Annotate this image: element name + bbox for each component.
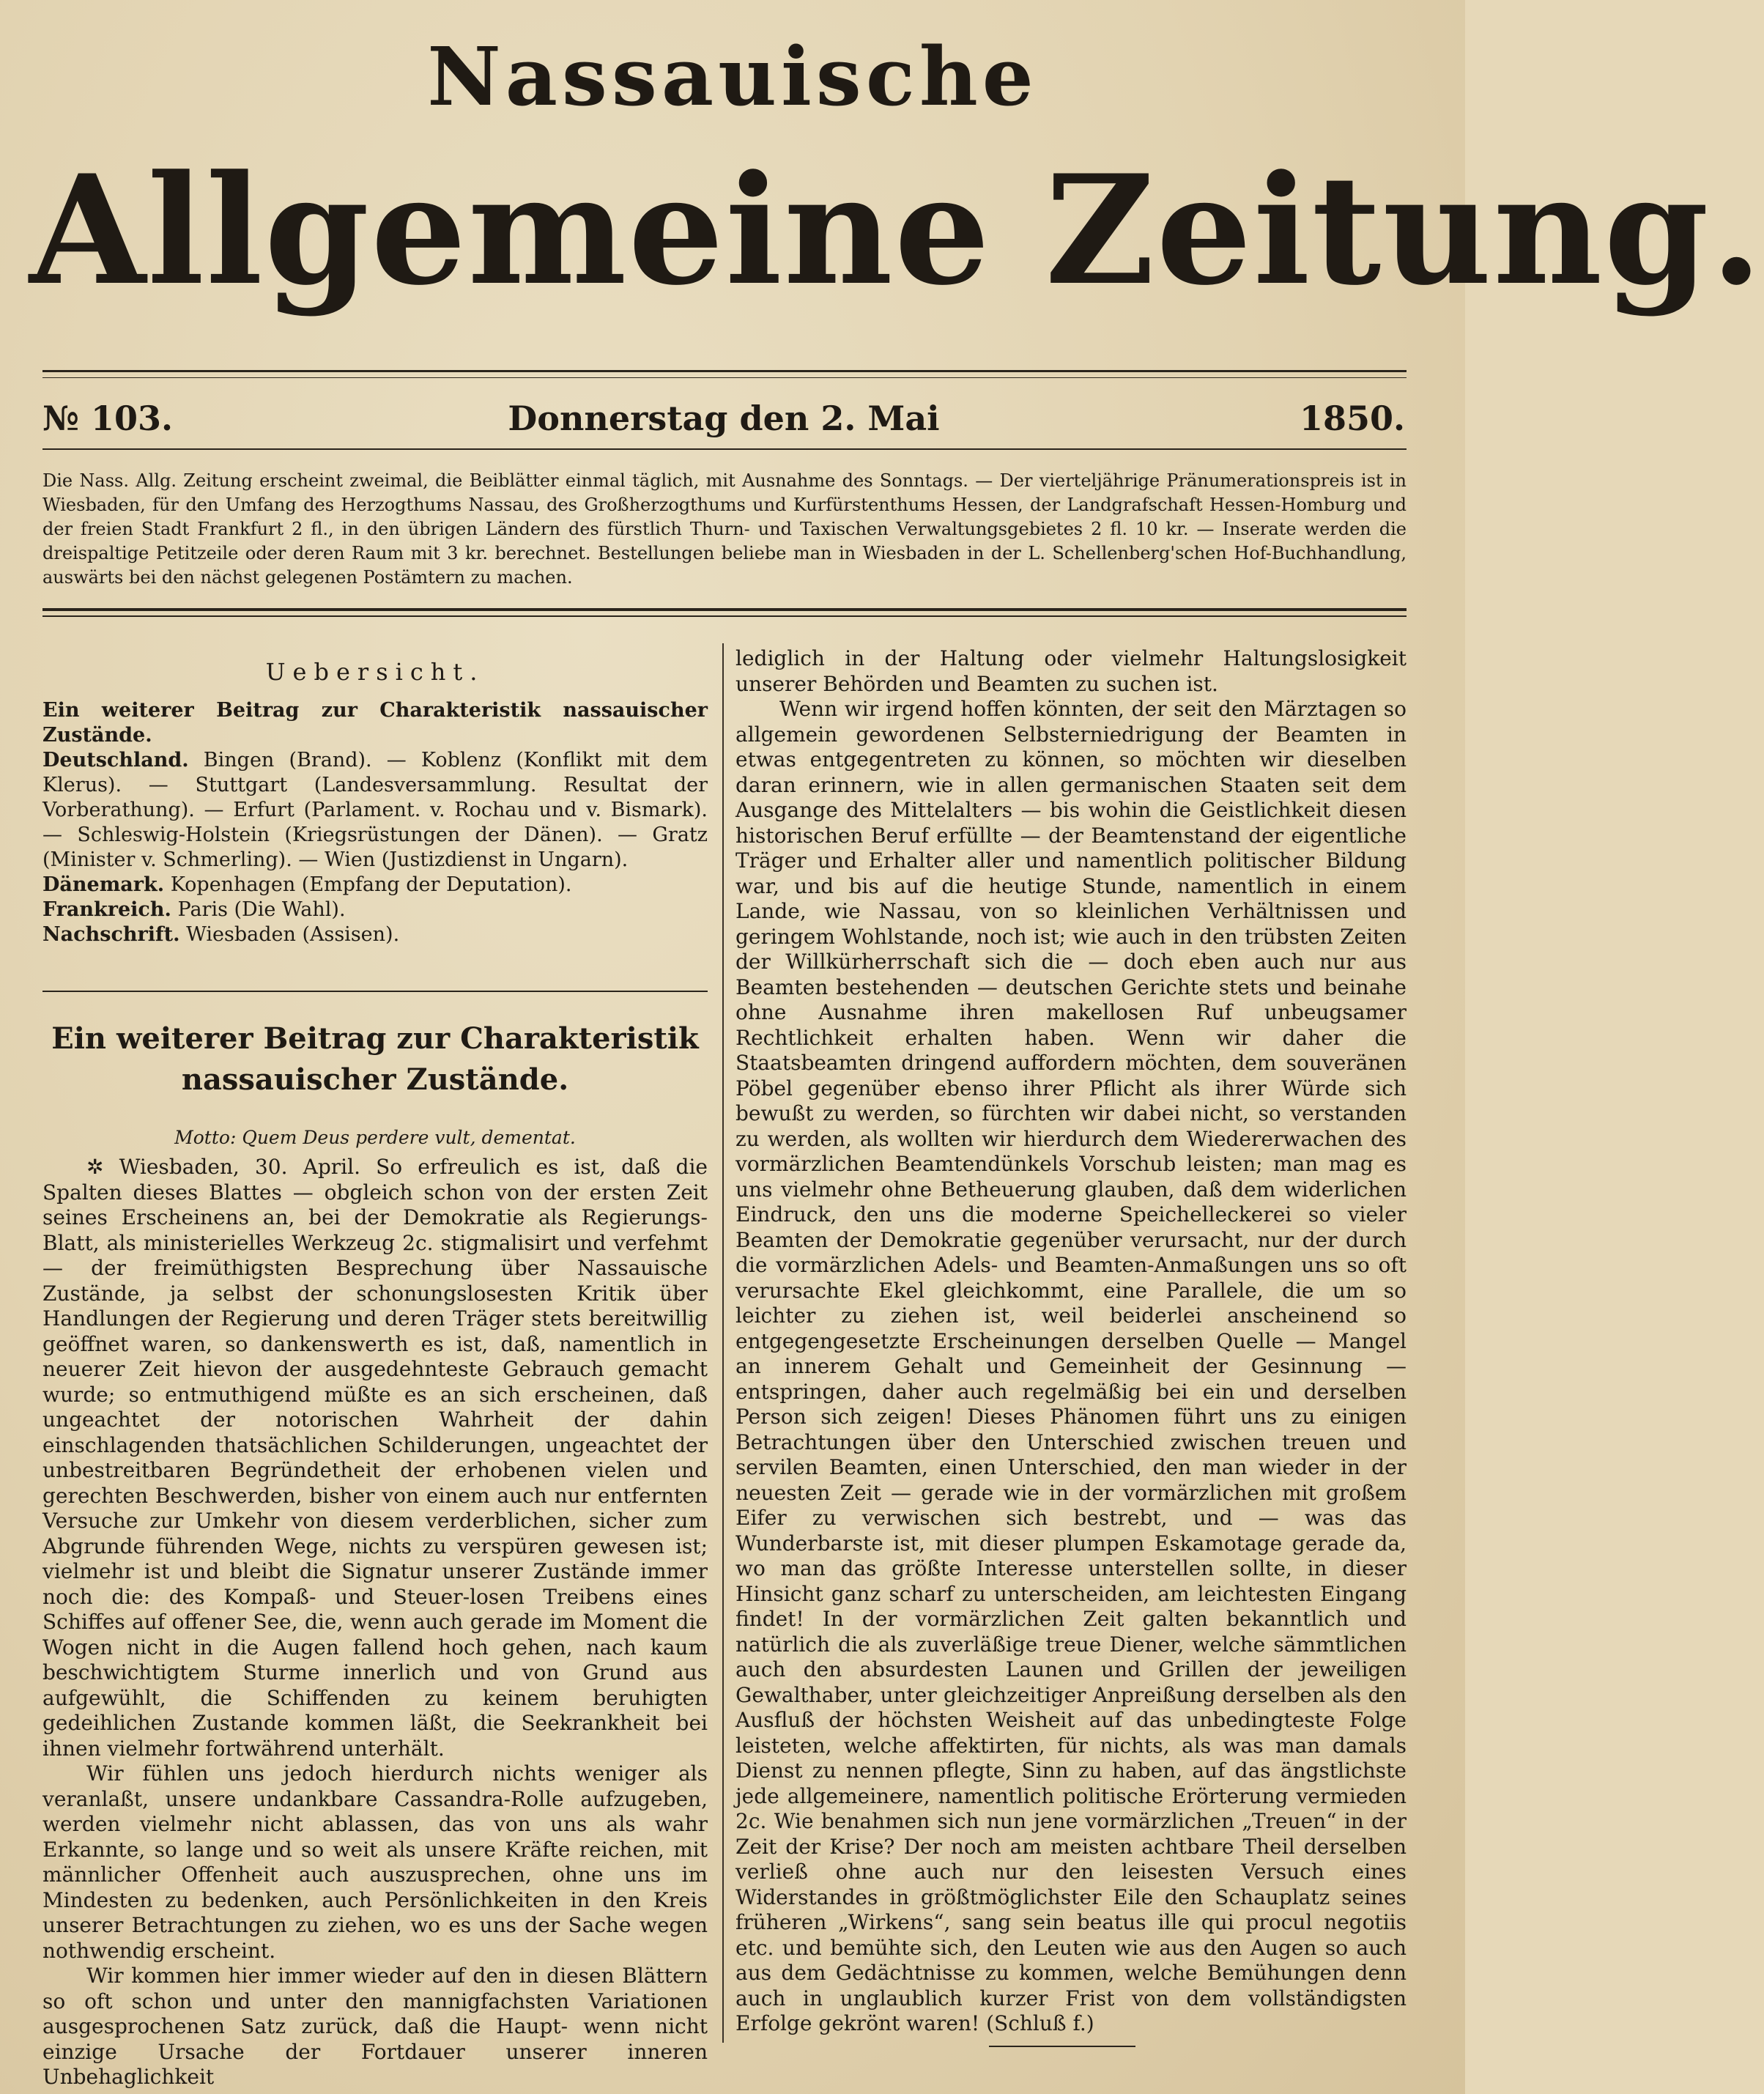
contents-item — [42, 873, 708, 898]
article-paragraph: ✲ Wiesbaden, 30. April. So erfreulich es ist, daß die Spalten dieses Blattes — obgleich schon von der ersten Zeit seines Erscheinens an, bei der Demokratie als Regierungs-Blatt, als ministerielles Werkzeug 2c. stigmalisirt und verfehmt — der freimüthigsten Besprechung über Nassauische Zustände, ja selbst der schonungslosesten Kritik über Handlungen der Regierung und deren Träger stets bereitwillig geöffnet waren, so dankenswerth es ist, daß, namentlich in neuerer Zeit hievon der ausgedehnteste Gebrauch gemacht wurde; so entmuthigend müßte es an sich erscheinen, daß ungeachtet der notorischen Wahrheit der dahin einschlagenden thatsächlichen Schilderungen, ungeachtet der unbestreitbaren Begründetheit der erhobenen vielen und gerechten Beschwerden, bisher von einem auch nur entfernten Versuche zur Umkehr von diesem verderblichen, sicher zum Abgrunde führenden Wege, nichts zu verspüren gewesen ist; vielmehr ist und bleibt die Signatur unserer Zustände immer noch die: des Kompaß- und Steuer-losen Treibens eines Schiffes auf offener See, die, wenn auch gerade im Moment die Wogen nicht in die Augen fallend hoch gehen, nach kaum beschwichtigtem Sturme innerlich und von Grund aus aufgewühlt, die Schiffenden zu keinem beruhigten gedeihlichen Zustande kommen läßt, die Seekrankheit bei ihnen vielmehr fortwährend unterhält. — [42, 1155, 708, 1761]
dateline — [42, 393, 1405, 444]
contents-item-head: Nachschrift. — [42, 922, 180, 946]
rule-contents — [42, 991, 708, 992]
masthead-line-2: Allgemeine Zeitung. — [29, 143, 1764, 319]
contents-item-head: Deutschland. — [42, 748, 189, 772]
article-body-right — [735, 646, 1407, 2037]
issue-date: Donnerstag den 2. Mai — [508, 399, 940, 438]
issue-number: № 103. — [42, 399, 174, 438]
contents-item-head: Dänemark. — [42, 873, 165, 896]
article-paragraph: Wenn wir irgend hoffen könnten, der seit den Märztagen so allgemein gewordenen Selbsterniedrigung der Beamten in etwas entgegentreten zu können, so möchten wir dieselben daran erinnern, wie in allen germanischen Staaten seit dem Ausgange des Mittelalters — bis wohin die Geistlichkeit diesen historischen Beruf erfüllte — der Beamtenstand der eigentliche Träger und Erhalter aller und namentlich politischer Bildung war, und bis auf die heutige Stunde, namentlich in einem Lande, wie Nassau, von so kleinlichen Verhältnissen und geringem Wohlstande, noch ist; wie auch in den trübsten Zeiten der Willkürherrschaft sich die — doch eben auch nur aus Beamten bestehenden — deutschen Gerichte stets und beinahe ohne Ausnahme ihren makellosen Ruf unbeugsamer Rechtlichkeit erhalten haben. Wenn wir daher die Staatsbeamten dringend auffordern möchten, dem souveränen Pöbel gegenüber ebenso ihrer Pflicht als ihrer Würde sich bewußt zu werden, so fürchten wir dabei nicht, so verstanden zu werden, als wollten wir hierdurch dem Wiedererwachen des vormärzlichen Beamtendünkels Vorschub leisten; man mag es uns vielmehr ohne Betheuerung glauben, daß dem widerlichen Eindruck, den uns die moderne Speichelleckerei so vieler Beamten der Demokratie gegenüber verursacht, nur der durch die vormärzlichen Adels- und Beamten-Anmaßungen uns so oft verursachte Ekel gleichkommt, eine Parallele, die um so leichter zu ziehen ist, weil beiderlei anscheinend so entgegengesetzte Erscheinungen derselben Quelle — Mangel an innerem Gehalt und Gemeinheit der Gesinnung — entspringen, daher auch regelmäßig bei ein und derselben Person sich zeigen! Dieses Phänomen führt uns zu einigen Betrachtungen über den Unterschied zwischen treuen und servilen Beamten, einen Unterschied, den man wieder in der neuesten Zeit — gerade wie in der vormärzlichen mit großem Eifer zu verwischen sich bestrebt, und — was das Wunderbarste ist, mit dieser plumpen Eskamotage gerade da, wo man das größte Interesse unterstellen sollte, in dieser Hinsicht ganz scharf zu unterscheiden, am leichtesten Eingang findet! In der vormärzlichen Zeit galten bekanntlich und natürlich die als zuverläßige treue Diener, welche sämmtlichen auch den absurdesten Launen und Grillen der jeweiligen Gewalthaber, unter gleichzeitiger Anpreißung derselben als den Ausfluß der höchsten Weisheit auf das unbedingteste Folge leisteten, welche affektirten, für nichts, als was man damals Dienst zu nennen pflegte, Sinn zu haben, auf das ängstlichste jede allgemeinere, namentlich politische Erörterung vermieden 2c. Wie benahmen sich nun jene vormärzlichen „Treuen“ in der Zeit der Krise? Der noch am meisten achtbare Theil derselben verließ ohne auch nur den leisesten Versuch eines Widerstandes in größtmöglichster Eile den Schauplatz seines früheren „Wirkens“, sang sein beatus ille qui procul negotiis etc. und bemühte sich, den Leuten wie aus den Augen so auch aus dem Gedächtnisse zu kommen, welche Bemühungen denn auch in unglaublich kurzer Frist von dem vollständigsten Erfolge gekrönt waren! (Schluß f.) — [735, 697, 1407, 2035]
contents-item-text: Paris (Die Wahl). — [177, 898, 346, 921]
contents-item-text: Kopenhagen (Empfang der Deputation). — [170, 873, 572, 896]
contents-item-head: Ein weiterer Beitrag zur Charakteristik nassauischer Zustände. — [42, 698, 708, 747]
issue-year: 1850. — [1299, 399, 1405, 438]
rule-notice-2 — [42, 615, 1407, 617]
contents-item — [42, 898, 708, 922]
article-paragraph: lediglich in der Haltung oder vielmehr Haltungslosigkeit unserer Behörden und Beamten zu suchen ist. — [735, 646, 1407, 696]
rule-dateline — [42, 448, 1407, 450]
contents-item-text: Wiesbaden (Assisen). — [186, 922, 400, 946]
article-end-rule — [989, 2046, 1135, 2047]
article-title-line-2: nassauischer Zustände. — [181, 1062, 569, 1097]
article-title — [42, 1018, 708, 1100]
contents-item-text: Bingen (Brand). — Koblenz (Konflikt mit dem Klerus). — Stuttgart (Landesversammlung. Resultat der Vorberathung). — Erfurt (Parlament. v. Rochau und v. Bismark). — Schleswig-Holstein (Kriegsrüstungen der Dänen). — Gratz (Minister v. Schmerling). — Wien (Justizdienst in Ungarn). — [42, 748, 708, 871]
article-paragraph: Wir kommen hier immer wieder auf den in diesen Blättern so oft schon und unter den mannigfachsten Variationen ausgesprochenen Satz zurück, daß die Haupt- wenn nicht einzige Ursache der Fortdauer unserer inneren Unbehaglichkeit — [42, 1964, 708, 2089]
article-motto: Motto: Quem Deus perdere vult, dementat. — [174, 1127, 576, 1148]
contents-item — [42, 922, 708, 947]
article-body-left — [42, 1155, 708, 2090]
column-divider — [722, 643, 724, 2043]
masthead-line-1: Nassauische — [427, 29, 1038, 124]
contents-item — [42, 698, 708, 748]
article-paragraph: Wir fühlen uns jedoch hierdurch nichts weniger als veranlaßt, unsere undankbare Cassandra-Rolle aufzugeben, werden vielmehr nicht ablassen, das von uns als wahr Erkannte, so lange und so weit als unsere Kräfte reichen, mit männlicher Offenheit auch auszusprechen, ohne uns im Mindesten zu bedenken, auch Persönlichkeiten in den Kreis unserer Betrachtungen zu ziehen, wo es uns der Sache wegen nothwendig erscheint. — [42, 1761, 708, 1963]
rule-top-1 — [42, 370, 1407, 372]
article-title-line-1: Ein weiterer Beitrag zur Charakteristik — [51, 1021, 699, 1056]
contents-item — [42, 748, 708, 873]
rule-top-2 — [42, 377, 1407, 378]
contents-item-head: Frankreich. — [42, 898, 171, 921]
subscription-notice: Die Nass. Allg. Zeitung erscheint zweimal, die Beiblätter einmal täglich, mit Ausnahme des Sonntags. — Der vierteljährige Pränumerationspreis ist in Wiesbaden, für den Umfang des Herzogthums Nassau, des Großherzogthums und Kurfürstenthums Hessen, der Landgrafschaft Hessen-Homburg und der freien Stadt Frankfurt 2 fl., in den übrigen Ländern des fürstlich Thurn- und Taxischen Verwaltungsgebietes 2 fl. 10 kr. — Inserate werden die dreispaltige Petitzeile oder deren Raum mit 3 kr. berechnet. Bestellungen beliebe man in Wiesbaden in der L. Schellenberg'schen Hof-Buchhandlung, auswärts bei den nächst gelegenen Postämtern zu machen. — [42, 470, 1407, 588]
contents-title: Uebersicht. — [265, 658, 485, 686]
rule-notice-1 — [42, 608, 1407, 611]
contents-section — [42, 659, 708, 947]
